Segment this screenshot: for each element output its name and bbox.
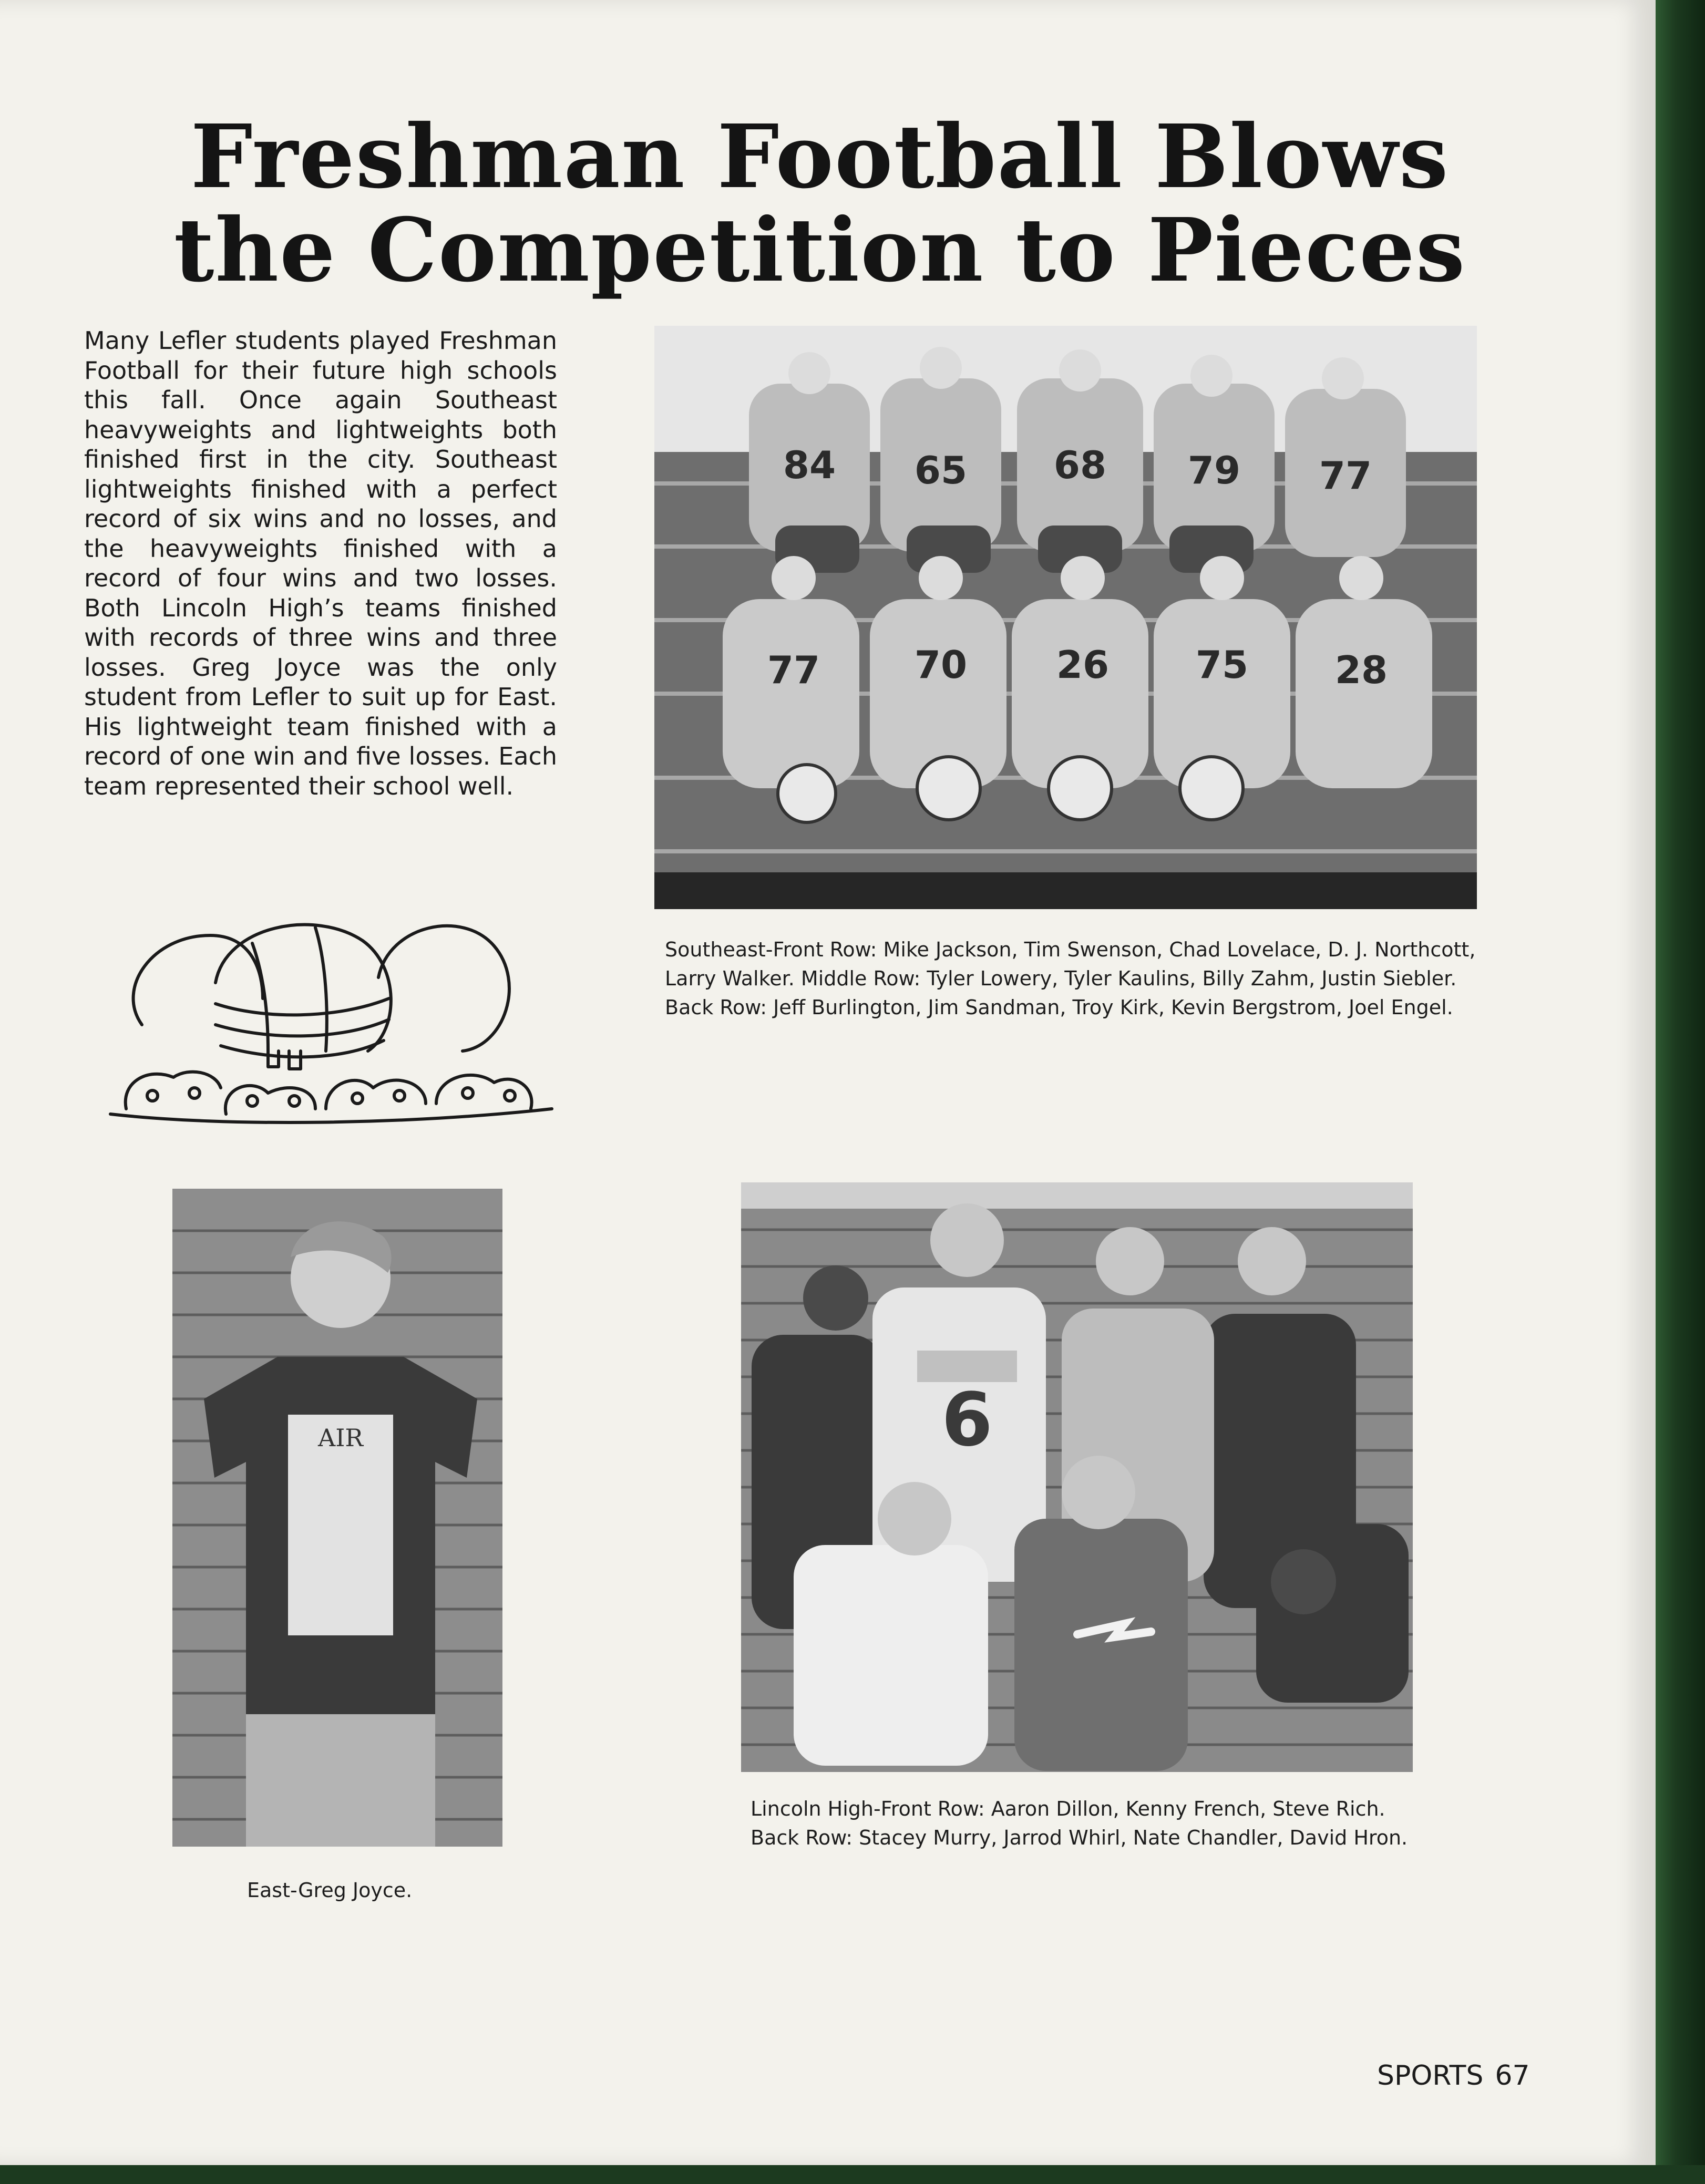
- east-photo-image: [172, 1189, 502, 1847]
- jersey-26: 26: [1056, 643, 1110, 687]
- east-player-photo: [172, 1189, 502, 1847]
- southeast-photo-image: [654, 326, 1477, 909]
- jersey-70: 70: [914, 643, 968, 687]
- page-footer: [1377, 2060, 1530, 2092]
- jersey-79: 79: [1187, 448, 1241, 492]
- shirt-text-air: AIR: [317, 1424, 364, 1452]
- headline-line-1: Freshman Football Blows: [190, 106, 1450, 208]
- jersey-65: 65: [914, 448, 968, 492]
- jersey-28: 28: [1334, 648, 1388, 692]
- southeast-team-photo: [654, 326, 1477, 909]
- jersey-77-back: 77: [1319, 454, 1372, 498]
- jersey-84: 84: [783, 443, 836, 487]
- football-helmet-drawing: [95, 893, 568, 1130]
- headline-line-2: the Competition to Pieces: [173, 199, 1466, 302]
- lincoln-photo-image: [741, 1182, 1413, 1772]
- lincoln-team-photo: [741, 1182, 1413, 1772]
- section-label: SPORTS: [1377, 2060, 1484, 2092]
- jersey-68: 68: [1053, 443, 1107, 487]
- page-number: 67: [1495, 2060, 1530, 2092]
- east-caption: East-Greg Joyce.: [247, 1879, 413, 1902]
- jersey-75: 75: [1195, 643, 1249, 687]
- article-body: Many Lefler students played Freshman Football for their future high schools this fall. Once again Southeast heavyweights and lightweights both finished first in the city. Southeast lightweights finished with a perfect record of six wins and no losses, and the heavyweights finished with a record of four wins and two losses. Both Lincoln High’s teams finished with records of three wins and three losses. Greg Joyce was the only student from Lefler to suit up for East. His lightweight team finished with a record of one win and five losses. Each team represented their school well.: [84, 326, 557, 800]
- sweatshirt-number: 6: [941, 1377, 993, 1463]
- green-bottom-edge: [0, 2165, 1705, 2184]
- article-headline: [137, 106, 1503, 302]
- southeast-caption: Southeast-Front Row: Mike Jackson, Tim Swenson, Chad Lovelace, D. J. Northcott, Larry Walker. Middle Row: Tyler Lowery, Tyler Kaulins, Billy Zahm, Justin Siebler. Back Row: Jeff Burlington, Jim Sandman, Troy Kirk, Kevin Bergstrom, Joel Engel.: [665, 938, 1476, 1019]
- jersey-77-front: 77: [767, 648, 820, 692]
- lincoln-caption: Lincoln High-Front Row: Aaron Dillon, Kenny French, Steve Rich. Back Row: Stacey Murry, Jarrod Whirl, Nate Chandler, David Hron.: [751, 1797, 1408, 1849]
- green-cover-edge: [1656, 0, 1705, 2184]
